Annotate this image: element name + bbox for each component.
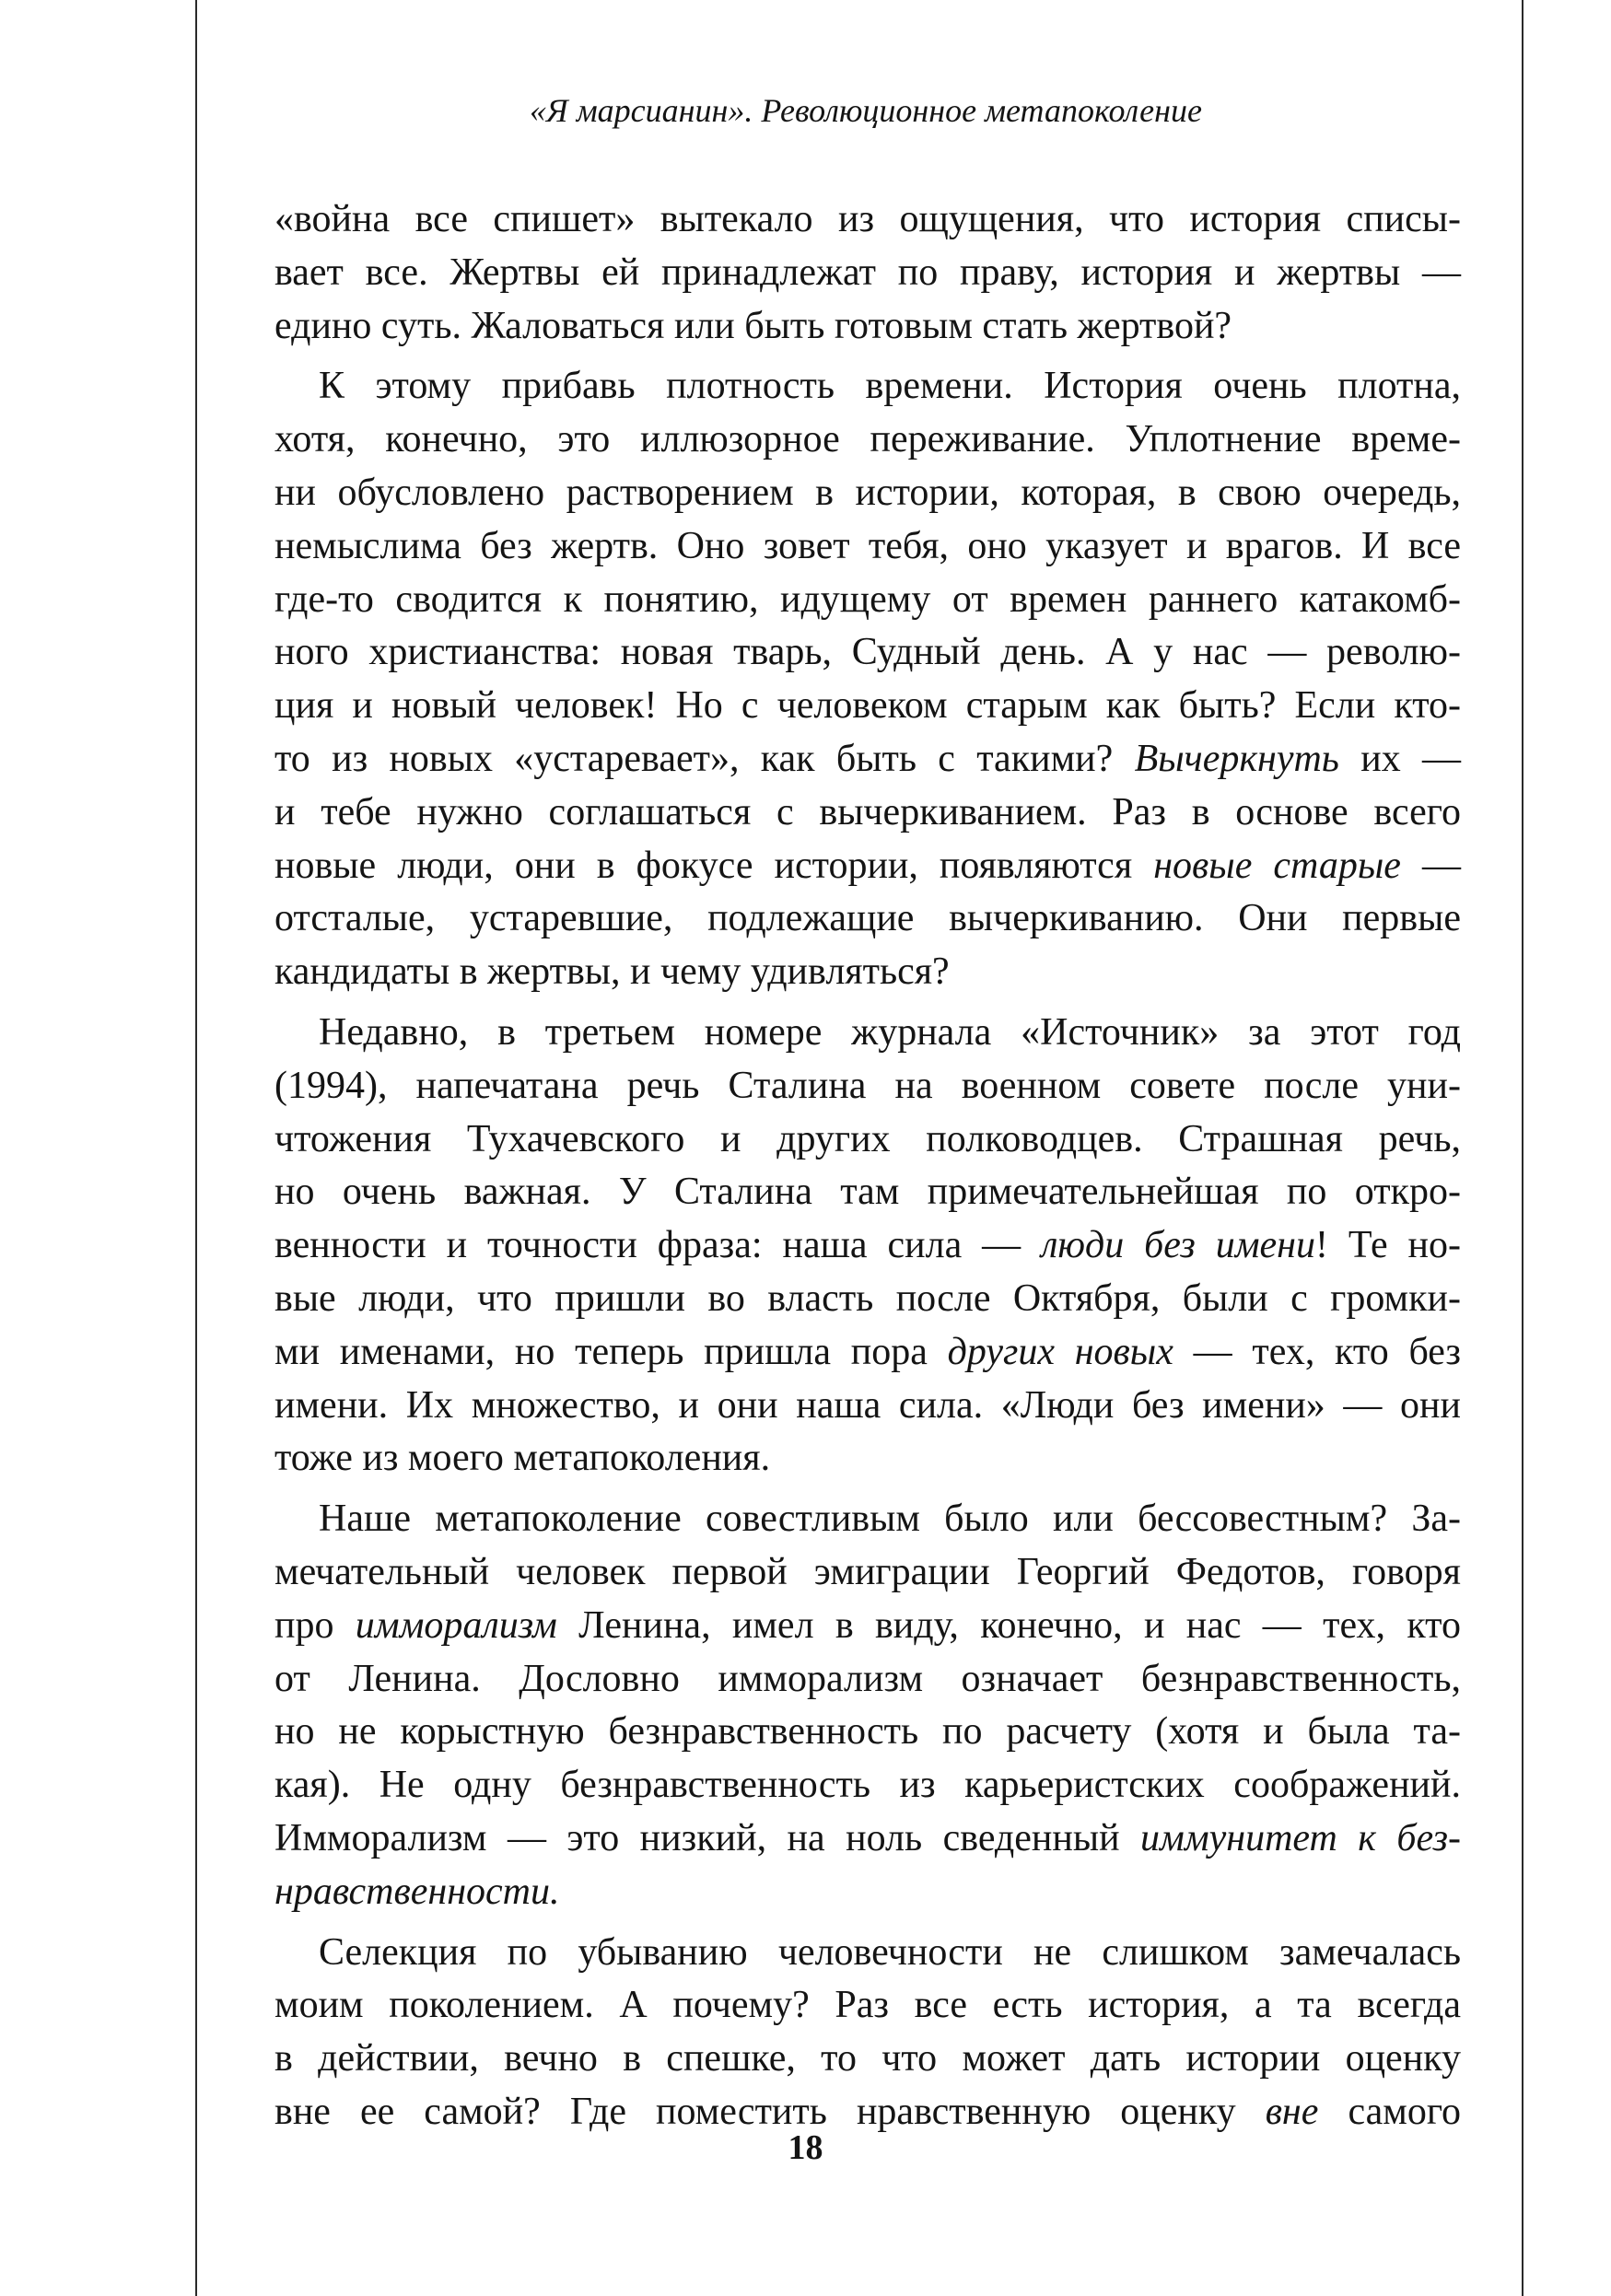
text-segment: — xyxy=(1400,844,1461,887)
running-head: «Я марсианин». Революционное метапоколение xyxy=(530,92,1202,129)
text-line: отсталые, устаревшие, подлежащие вычеркиванию. Они первые xyxy=(274,897,1461,940)
text-line: немыслима без жертв. Оно зовет тебя, оно указует и врагов. И все xyxy=(274,524,1461,567)
italic-emphasis: новые старые xyxy=(1153,844,1401,887)
text-line: Наше метапоколение совестливым было или бессовестным? За- xyxy=(319,1498,1461,1541)
paragraph-2 xyxy=(274,360,1461,999)
text-line: чтожения Тухачевского и других полководцев. Страшная речь, xyxy=(274,1117,1461,1160)
text-line: Недавно, в третьем номере журнала «Источник» за этот год xyxy=(319,1010,1461,1054)
text-line xyxy=(274,733,1461,787)
text-line xyxy=(274,1326,1461,1380)
text-segment: про xyxy=(274,1603,356,1647)
italic-emphasis: Вычеркнуть xyxy=(1134,737,1339,780)
text-line: ного христианства: новая тварь, Судный день. А у нас — револю- xyxy=(274,631,1461,674)
text-line: вает все. Жертвы ей принадлежат по праву, история и жертвы — xyxy=(274,251,1461,294)
text-line: но очень важная. У Сталина там примечательнейшая по откро- xyxy=(274,1171,1461,1214)
text-line xyxy=(274,1600,1461,1653)
italic-emphasis: иммунитет к без- xyxy=(1140,1816,1461,1859)
text-line: хотя, конечно, это иллюзорное переживание. Уплотнение време- xyxy=(274,418,1461,461)
text-segment: Ленина, имел в виду, конечно, и нас — тех, кто xyxy=(556,1603,1461,1647)
text-line: «война все спишет» вытекало из ощущения, что история списы- xyxy=(274,198,1461,240)
right-border-line xyxy=(1522,0,1523,2296)
left-border-line xyxy=(195,0,197,2296)
paragraph-5 xyxy=(274,1927,1461,2139)
italic-emphasis: имморализм xyxy=(355,1603,557,1647)
text-line xyxy=(274,1219,1461,1273)
text-line: но не корыстную безнравственность по расчету (хотя и была та- xyxy=(274,1710,1461,1754)
page-number: 18 xyxy=(788,2128,823,2167)
text-line: тоже из моего метапоколения. xyxy=(274,1437,771,1480)
paragraph-1 xyxy=(274,193,1461,353)
text-line: от Ленина. Дословно имморализм означает безнравственность, xyxy=(274,1657,1461,1700)
text-line: мечательный человек первой эмиграции Георгий Федотов, говоря xyxy=(274,1550,1461,1593)
text-segment: — тех, кто без xyxy=(1173,1330,1462,1373)
text-segment: то из новых «устаревает», как быть с такими? xyxy=(274,737,1135,780)
text-segment: Имморализм — это низкий, на ноль сведенный xyxy=(274,1816,1141,1859)
text-segment: ! Те но- xyxy=(1314,1224,1461,1267)
body-text xyxy=(274,193,1461,2147)
text-line: ция и новый человек! Но с человеком старым как быть? Если кто- xyxy=(274,684,1461,728)
text-line: кая). Не одну безнравственность из карьеристских соображений. xyxy=(274,1764,1461,1807)
paragraph-4 xyxy=(274,1493,1461,1918)
text-line: К этому прибавь плотность времени. История очень плотна, xyxy=(319,365,1461,408)
paragraph-3 xyxy=(274,1007,1461,1486)
italic-emphasis: нравственности. xyxy=(274,1870,560,1913)
italic-emphasis: вне xyxy=(1265,2090,1319,2133)
text-line: в действии, вечно в спешке, то что может дать истории оценку xyxy=(274,2037,1461,2080)
text-line xyxy=(274,1812,1461,1866)
text-line: и тебе нужно соглашаться с вычеркиванием. Раз в основе всего xyxy=(274,790,1461,833)
text-line: вые люди, что пришли во власть после Октября, были с громки- xyxy=(274,1276,1461,1320)
text-line: ни обусловлено растворением в истории, которая, в свою очередь, xyxy=(274,471,1461,514)
text-line: (1994), напечатана речь Сталина на военном совете после уни- xyxy=(274,1064,1461,1107)
text-segment: новые люди, они в фокусе истории, появляются xyxy=(274,844,1154,887)
italic-emphasis: люди без имени xyxy=(1041,1224,1315,1267)
text-line: моим поколением. А почему? Раз все есть история, а та всегда xyxy=(274,1984,1461,2027)
text-line xyxy=(274,840,1461,893)
text-line: едино суть. Жаловаться или быть готовым стать жертвой? xyxy=(274,304,1232,347)
text-segment: самого xyxy=(1318,2090,1461,2133)
text-line: Селекция по убыванию человечности не слишком замечалась xyxy=(319,1930,1461,1974)
text-segment: венности и точности фраза: наша сила — xyxy=(274,1224,1042,1267)
text-segment: вне ее самой? Где поместить нравственную оценку xyxy=(274,2090,1266,2133)
italic-emphasis: других новых xyxy=(947,1330,1173,1373)
text-line: имени. Их множество, и они наша сила. «Люди без имени» — они xyxy=(274,1383,1461,1427)
text-line xyxy=(274,1866,1461,1919)
text-segment: ми именами, но теперь пришла пора xyxy=(274,1330,948,1373)
text-line: где-то сводится к понятию, идущему от времен раннего катакомб- xyxy=(274,577,1461,621)
text-line: кандидаты в жертвы, и чему удивляться? xyxy=(274,950,950,994)
text-segment: их — xyxy=(1338,737,1461,780)
